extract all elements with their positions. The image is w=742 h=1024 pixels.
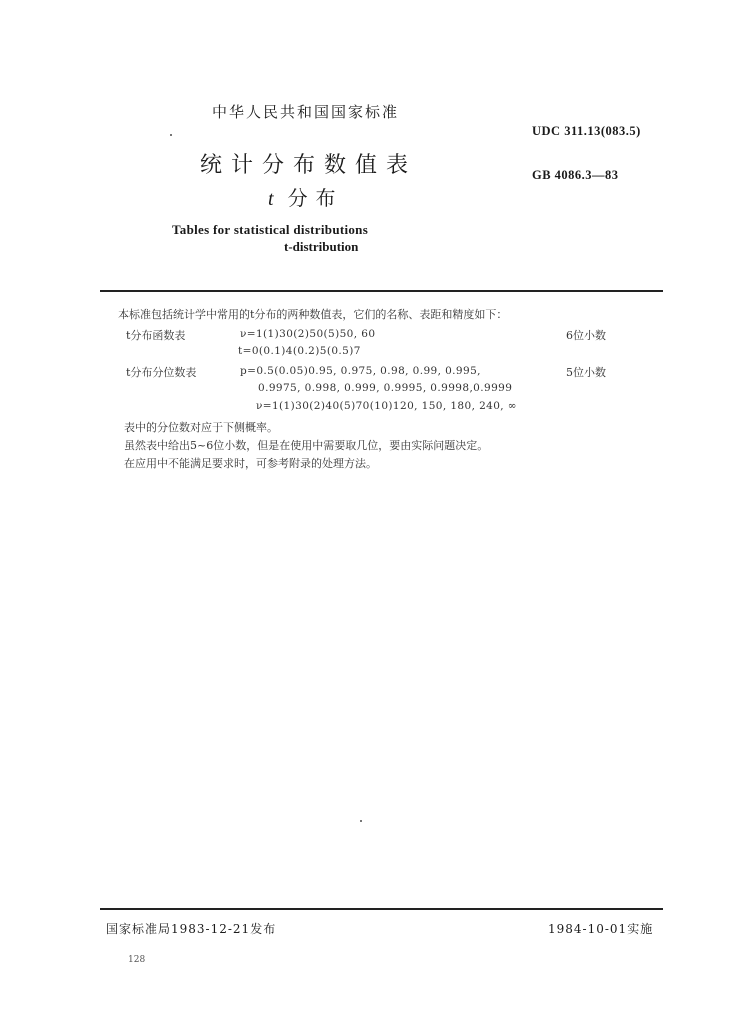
table2-name: t分布分位数表 [126, 366, 197, 379]
udc-code: UDC 311.13(083.5) [532, 124, 641, 138]
document-title-cn: 统计分布数值表 [200, 153, 418, 178]
table2-nu-range: ν=1(1)30(2)40(5)70(10)120, 150, 180, 240, ∞ [256, 400, 517, 412]
note-decimals: 虽然表中给出5~6位小数，但是在使用中需要取几位，要由实际问题决定。 [124, 439, 489, 452]
top-divider [100, 290, 663, 292]
bottom-divider [100, 908, 663, 910]
table1-name: t分布函数表 [126, 329, 186, 342]
table2-p-range: p=0.5(0.05)0.95, 0.975, 0.98, 0.99, 0.995, [240, 365, 481, 377]
intro-text: 本标准包括统计学中常用的t分布的两种数值表，它们的名称、表距和精度如下： [118, 308, 508, 321]
table1-t-range: t=0(0.1)4(0.2)5(0.5)7 [238, 345, 361, 357]
scan-speck [360, 820, 362, 822]
page-number: 128 [128, 955, 146, 965]
document-title-en: Tables for statistical distributions [172, 222, 369, 237]
note-appendix: 在应用中不能满足要求时，可参考附录的处理方法。 [124, 457, 377, 470]
scan-speck [170, 134, 172, 136]
document-subtitle-cn [268, 182, 344, 211]
table2-precision: 5位小数 [566, 366, 606, 379]
note-lower-probability: 表中的分位数对应于下侧概率。 [124, 421, 278, 434]
standard-number: GB 4086.3—83 [532, 168, 619, 182]
issue-date: 国家标准局1983-12-21发布 [106, 922, 277, 936]
implementation-date: 1984-10-01实施 [548, 922, 654, 936]
issuing-organization: 中华人民共和国国家标准 [212, 103, 400, 121]
table1-nu-range: ν=1(1)30(2)50(5)50, 60 [240, 328, 376, 340]
document-subtitle-en: t-distribution [284, 239, 359, 254]
subtitle-variable: t [268, 188, 274, 210]
table2-p-range-cont: 0.9975, 0.998, 0.999, 0.9995, 0.9998,0.9999 [258, 382, 513, 394]
subtitle-text: 分布 [287, 186, 344, 210]
table1-precision: 6位小数 [566, 329, 606, 342]
